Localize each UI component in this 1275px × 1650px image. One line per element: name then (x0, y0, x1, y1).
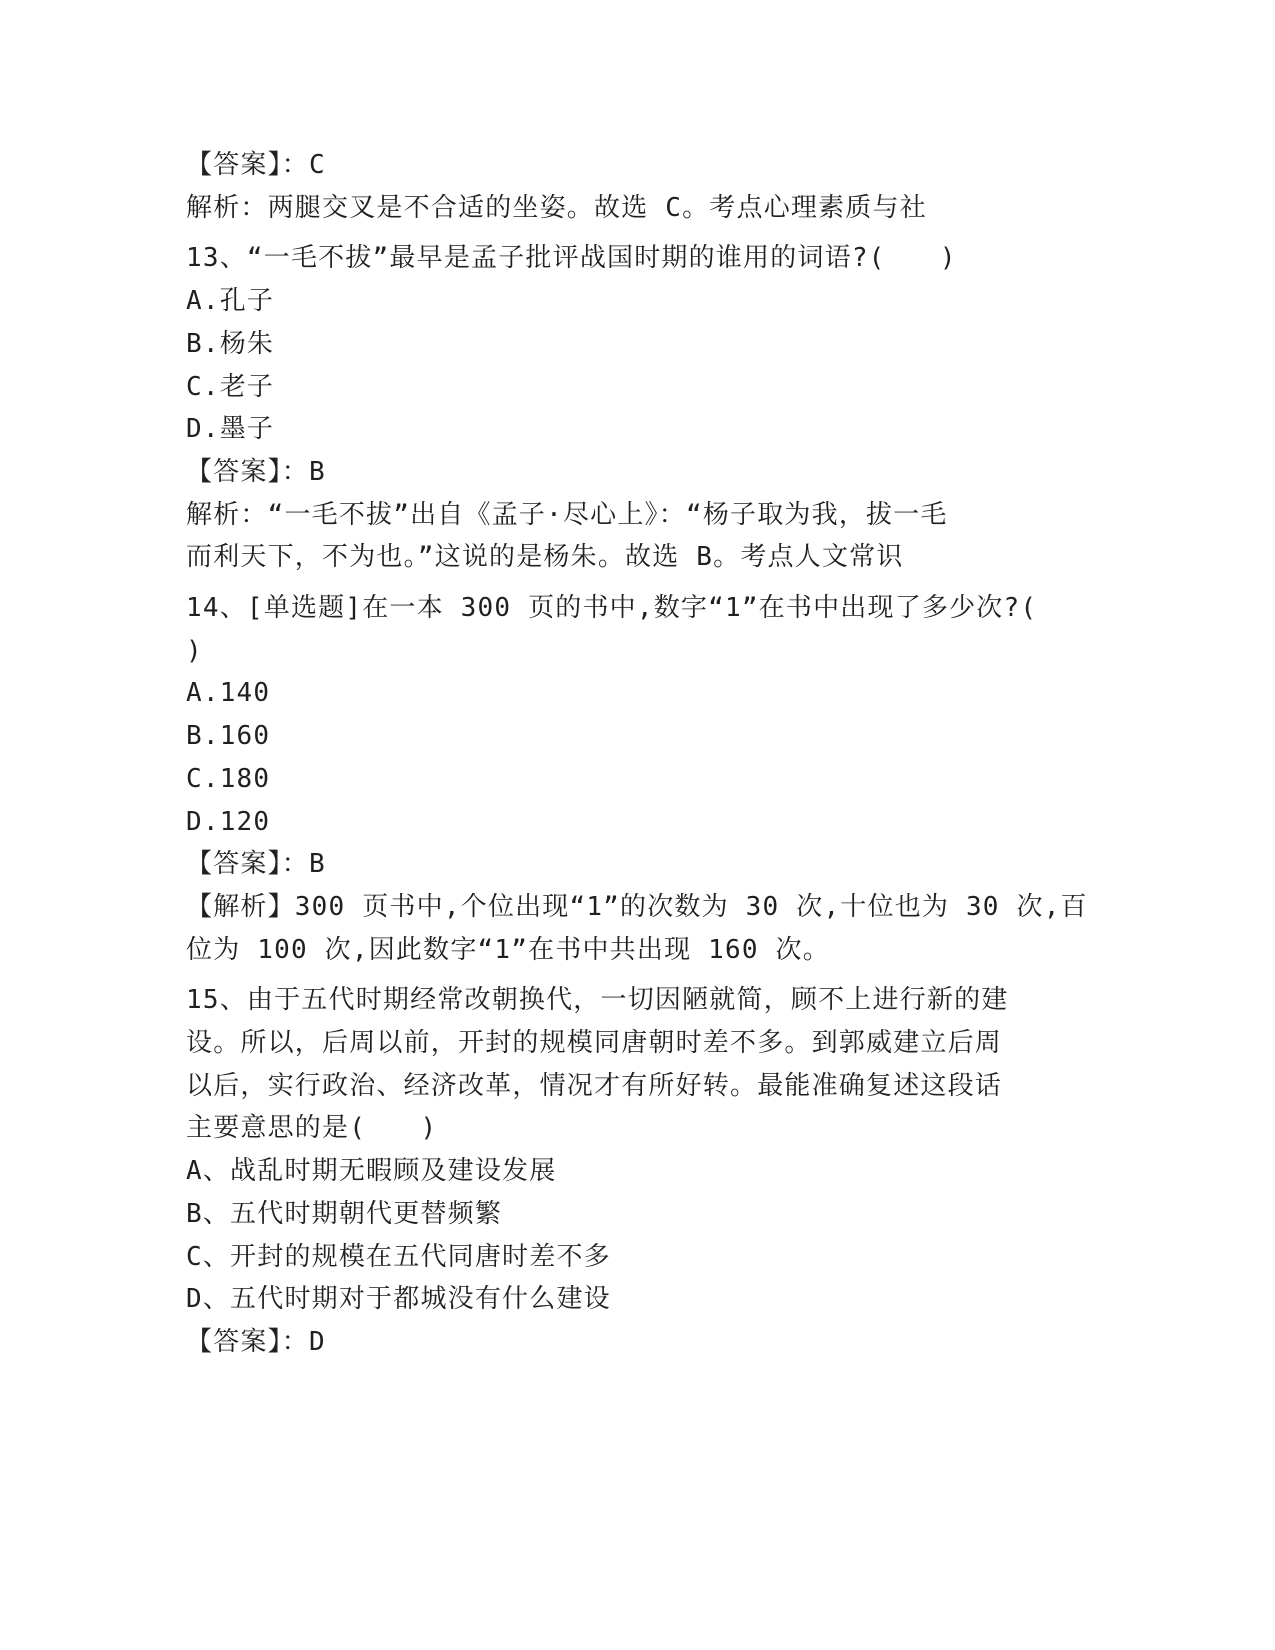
q15-question-line-1: 15、由于五代时期经常改朝换代，一切因陋就简，顾不上进行新的建 (186, 985, 1009, 1016)
q13-option-b: B.杨朱 (186, 328, 275, 359)
spacer (186, 579, 1086, 587)
q15-option-d: D、五代时期对于都城没有什么建设 (186, 1284, 611, 1315)
q13-analysis-line-1: 解析：“一毛不拔”出自《孟子·尽心上》：“杨子取为我，拔一毛 (186, 499, 948, 530)
q12-analysis: 解析：两腿交叉是不合适的坐姿。故选 C。考点心理素质与社 (186, 192, 927, 223)
q13-option-a: A.孔子 (186, 286, 275, 317)
q13-option-c: C.老子 (186, 371, 275, 402)
q14-question-line-2: ) (186, 635, 203, 666)
exam-content (186, 144, 1086, 1364)
q14-option-a: A.140 (186, 678, 271, 709)
q15-question-line-2: 设。所以，后周以前，开封的规模同唐朝时差不多。到郭威建立后周 (186, 1028, 1003, 1059)
q13-option-d: D.墨子 (186, 414, 275, 445)
q14-analysis-line-2: 位为 100 次,因此数字“1”在书中共出现 160 次。 (186, 934, 830, 965)
q13-analysis-line-2: 而利天下，不为也。”这说的是杨朱。故选 B。考点人文常识 (186, 542, 904, 573)
q13-answer: 【答案】：B (186, 456, 326, 487)
q13-question: 13、“一毛不拔”最早是孟子批评战国时期的谁用的词语?( ) (186, 243, 957, 274)
q15-option-a: A、战乱时期无暇顾及建设发展 (186, 1156, 557, 1187)
q14-answer: 【答案】：B (186, 849, 326, 880)
q15-answer: 【答案】：D (186, 1326, 326, 1357)
q14-option-b: B.160 (186, 721, 271, 752)
spacer (186, 229, 1086, 237)
q12-answer: 【答案】：C (186, 150, 326, 180)
q15-question-line-4: 主要意思的是( ) (186, 1113, 438, 1144)
q15-option-c: C、开封的规模在五代同唐时差不多 (186, 1241, 611, 1272)
spacer (186, 971, 1086, 979)
q14-analysis-line-1: 【解析】300 页书中,个位出现“1”的次数为 30 次,十位也为 30 次,百 (186, 891, 1088, 922)
q15-option-b: B、五代时期朝代更替频繁 (186, 1198, 503, 1229)
q14-option-c: C.180 (186, 763, 271, 794)
q15-question-line-3: 以后，实行政治、经济改革，情况才有所好转。最能准确复述这段话 (186, 1070, 1003, 1101)
q14-option-d: D.120 (186, 806, 271, 837)
q14-question-line-1: 14、[单选题]在一本 300 页的书中,数字“1”在书中出现了多少次?( (186, 593, 1038, 624)
